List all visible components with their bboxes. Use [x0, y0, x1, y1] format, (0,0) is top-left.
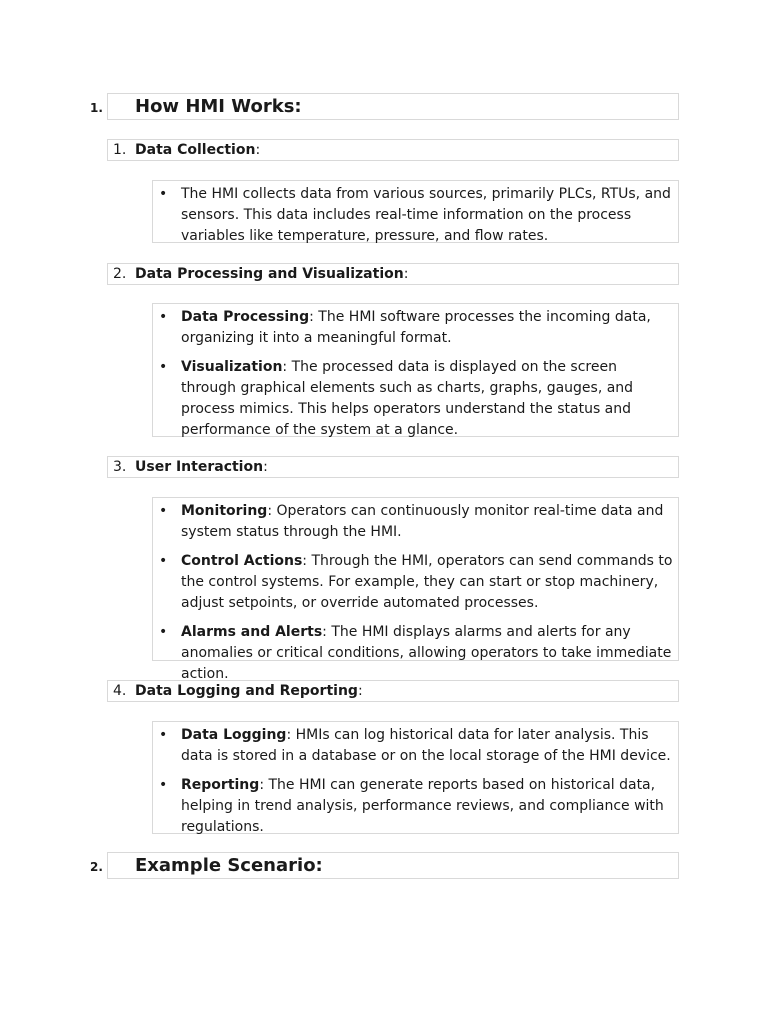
subsection-number: 2. — [113, 266, 127, 282]
subsection-title-bold: Data Collection — [135, 142, 256, 158]
bullet-list — [152, 497, 679, 682]
bullet-icon: • — [159, 624, 168, 640]
bullet-text: The HMI displays alarms and alerts for any anomalies or critical conditions, allowing operators to take immediate action. — [181, 624, 672, 682]
subsection-title — [135, 683, 363, 699]
subsection-title — [135, 459, 268, 475]
bullet-sep: : — [302, 553, 312, 569]
subsection-title-suffix: : — [263, 459, 268, 475]
bullet-sep: : — [309, 309, 319, 325]
subsection-title-bold: Data Processing and Visualization — [135, 266, 404, 282]
section-title: Example Scenario: — [135, 855, 323, 876]
bullet-term: Reporting — [181, 777, 260, 793]
bullet-item — [153, 622, 678, 685]
bullet-icon: • — [159, 309, 168, 325]
bullet-term: Visualization — [181, 359, 283, 375]
bullet-icon: • — [159, 553, 168, 569]
bullet-sep: : — [282, 359, 292, 375]
bullet-icon: • — [159, 359, 168, 375]
bullet-sep: : — [286, 727, 296, 743]
subsection-title — [135, 266, 408, 282]
bullet-item — [153, 307, 678, 349]
bullet-icon: • — [159, 503, 168, 519]
bullet-item — [153, 725, 678, 767]
bullet-list — [152, 180, 679, 243]
bullet-list — [152, 303, 679, 437]
bullet-term: Monitoring — [181, 503, 268, 519]
bullet-text: HMIs can log historical data for later analysis. This data is stored in a database or on the local storage of the HMI device. — [181, 727, 671, 764]
bullet-term: Control Actions — [181, 553, 303, 569]
bullet-text: Operators can continuously monitor real-time data and system status through the HMI. — [181, 503, 664, 540]
subsection-number: 4. — [113, 683, 127, 699]
subsection-number: 1. — [113, 142, 127, 158]
subsection-number: 3. — [113, 459, 127, 475]
bullet-text: The HMI collects data from various sources, primarily PLCs, RTUs, and sensors. This data includes real-time information on the process variables like temperature, pressure, and flow rates. — [181, 186, 671, 244]
subsection-title-suffix: : — [357, 683, 363, 699]
subsection-title-suffix: : — [403, 266, 409, 282]
bullet-sep: : — [322, 624, 332, 640]
bullet-text: The HMI can generate reports based on historical data, helping in trend analysis, performance reviews, and compliance with regulations. — [181, 777, 664, 835]
bullet-term: Data Processing — [181, 309, 310, 325]
bullet-text: The HMI software processes the incoming data, organizing it into a meaningful format. — [181, 309, 651, 346]
bullet-sep: : — [267, 503, 277, 519]
bullet-item — [153, 775, 678, 838]
bullet-item — [153, 551, 678, 614]
bullet-item — [153, 501, 678, 543]
bullet-icon: • — [159, 727, 168, 743]
subsection-title-suffix: : — [255, 142, 261, 158]
subsection-title — [135, 142, 260, 158]
bullet-list — [152, 721, 679, 834]
bullet-icon: • — [159, 186, 168, 202]
section-title: How HMI Works: — [135, 96, 302, 117]
subsection-title-bold: Data Logging and Reporting — [135, 683, 358, 699]
bullet-text: Through the HMI, operators can send commands to the control systems. For example, they can start or stop machinery, adjust setpoints, or override automated processes. — [181, 553, 673, 611]
subsection-title-bold: User Interaction — [135, 459, 264, 475]
bullet-item — [153, 357, 678, 441]
section-number: 1. — [90, 101, 103, 115]
bullet-item — [153, 184, 678, 247]
bullet-text: The processed data is displayed on the screen through graphical elements such as charts, graphs, gauges, and process mimics. This helps operators understand the status and performance of the system at a glance. — [181, 359, 634, 438]
bullet-term: Alarms and Alerts — [181, 624, 323, 640]
bullet-sep: : — [259, 777, 269, 793]
section-number: 2. — [90, 860, 103, 874]
bullet-icon: • — [159, 777, 168, 793]
bullet-term: Data Logging — [181, 727, 287, 743]
